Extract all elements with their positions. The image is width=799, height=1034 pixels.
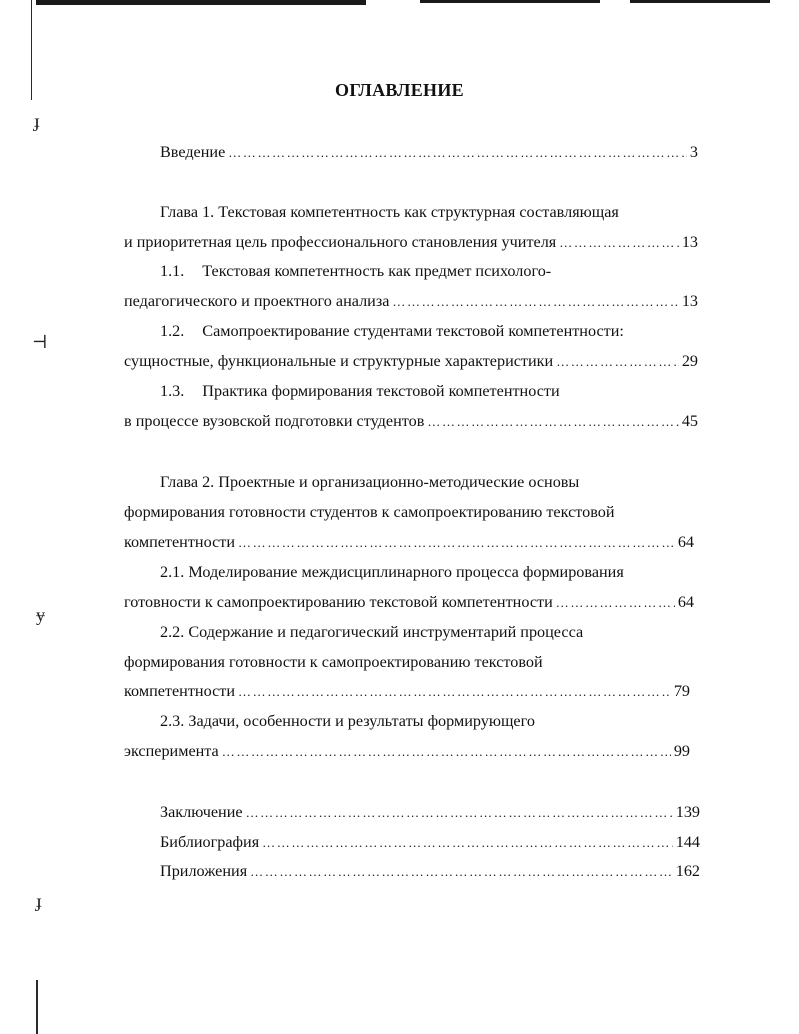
- chapter-2-heading-cont[interactable]: формирования готовности студентов к самопроектированию текстовой: [124, 503, 615, 521]
- toc-page-number: 139: [675, 803, 700, 821]
- toc-entry-conclusion[interactable]: Заключение ………………………………………………………………………………………………………………………………………………………………………… 139: [160, 801, 700, 824]
- section-1-2-cont[interactable]: сущностные, функциональные и структурные характеристики ………………………………………………………………………………………………………………………………………………………………………… 29: [124, 350, 698, 373]
- binding-mark-icon: ɟ: [34, 111, 40, 131]
- chapter-1-heading[interactable]: Глава 1. Текстовая компетентность как структурная составляющая: [160, 203, 619, 221]
- binding-mark-icon: ɏ: [36, 605, 45, 625]
- toc-entry-intro[interactable]: [160, 141, 698, 164]
- scan-border-top: [630, 0, 770, 3]
- chapter-1-heading-cont[interactable]: и приоритетная цель профессионального становления учителя ………………………………………………………………………………………………………………………………………………………………………… 13: [124, 231, 698, 254]
- toc-page-number: 13: [681, 292, 698, 310]
- toc-page-number: 3: [689, 143, 698, 161]
- section-2-2-cont[interactable]: компетентности ………………………………………………………………………………………………………………………………………………………………………… 79: [124, 680, 690, 703]
- dot-leader: [559, 232, 679, 254]
- section-2-3-cont[interactable]: эксперимента ………………………………………………………………………………………………………………………………………………………………………… 99: [124, 740, 690, 763]
- scan-border-left: [36, 980, 38, 1034]
- toc-page-number: 79: [673, 682, 690, 700]
- binding-mark-icon: ɟ: [36, 891, 42, 911]
- toc-page-number: 162: [675, 862, 700, 880]
- section-1-1[interactable]: 1.1. Текстовая компетентность как предмет психолого-: [160, 262, 552, 280]
- scan-border-top: [420, 0, 600, 3]
- section-2-3[interactable]: 2.3. Задачи, особенности и результаты формирующего: [160, 712, 535, 730]
- dot-leader: [250, 861, 673, 883]
- section-2-1-cont[interactable]: готовности к самопроектированию текстовой компетентности ………………………………………………………………………………………………………………………………………………………………………… 64: [124, 591, 694, 614]
- toc-page-number: 45: [681, 412, 698, 430]
- section-1-2[interactable]: 1.2. Самопроектирование студентами текстовой компетентности:: [160, 322, 624, 340]
- section-2-2[interactable]: 2.2. Содержание и педагогический инструментарий процесса: [160, 623, 584, 641]
- dot-leader: [246, 802, 673, 824]
- dot-leader: [238, 532, 675, 554]
- scan-border-top: [36, 0, 366, 5]
- dot-leader: [238, 681, 671, 703]
- dot-leader: [262, 832, 673, 854]
- section-1-3[interactable]: 1.3. Практика формирования текстовой компетентности: [160, 382, 560, 400]
- toc-page-number: 99: [673, 742, 690, 760]
- section-1-1-cont[interactable]: педагогического и проектного анализа ………………………………………………………………………………………………………………………………………………………………………… 13: [124, 290, 698, 313]
- section-2-1[interactable]: 2.1. Моделирование междисциплинарного процесса формирования: [160, 563, 624, 581]
- dot-leader: [556, 592, 675, 614]
- dot-leader: [222, 741, 671, 763]
- binding-mark-icon: ⊣: [32, 332, 48, 352]
- toc-page-number: 64: [677, 593, 694, 611]
- chapter-2-heading[interactable]: Глава 2. Проектные и организационно-методические основы: [160, 473, 580, 491]
- dot-leader: [427, 411, 678, 433]
- chapter-2-heading-cont[interactable]: компетентности ………………………………………………………………………………………………………………………………………………………………………… 64: [124, 531, 694, 554]
- toc-title: ОГЛАВЛЕНИЕ: [335, 80, 464, 100]
- section-2-2-cont[interactable]: формирования готовности к самопроектированию текстовой: [124, 653, 543, 671]
- section-1-3-cont[interactable]: в процессе вузовской подготовки студентов ………………………………………………………………………………………………………………………………………………………………………… 45: [124, 410, 698, 433]
- toc-entry-appendices[interactable]: Приложения ………………………………………………………………………………………………………………………………………………………………………… 162: [160, 860, 700, 883]
- toc-page-number: 64: [677, 533, 694, 551]
- dot-leader: [228, 142, 687, 164]
- dot-leader: [392, 291, 678, 313]
- toc-entry-bibliography[interactable]: Библиография ………………………………………………………………………………………………………………………………………………………………………… 144: [160, 831, 700, 854]
- dot-leader: [556, 351, 679, 373]
- toc-page-number: 144: [675, 833, 700, 851]
- toc-entry-text: Введение: [160, 143, 226, 161]
- toc-page-number: 29: [681, 352, 698, 370]
- toc-page-number: 13: [681, 233, 698, 251]
